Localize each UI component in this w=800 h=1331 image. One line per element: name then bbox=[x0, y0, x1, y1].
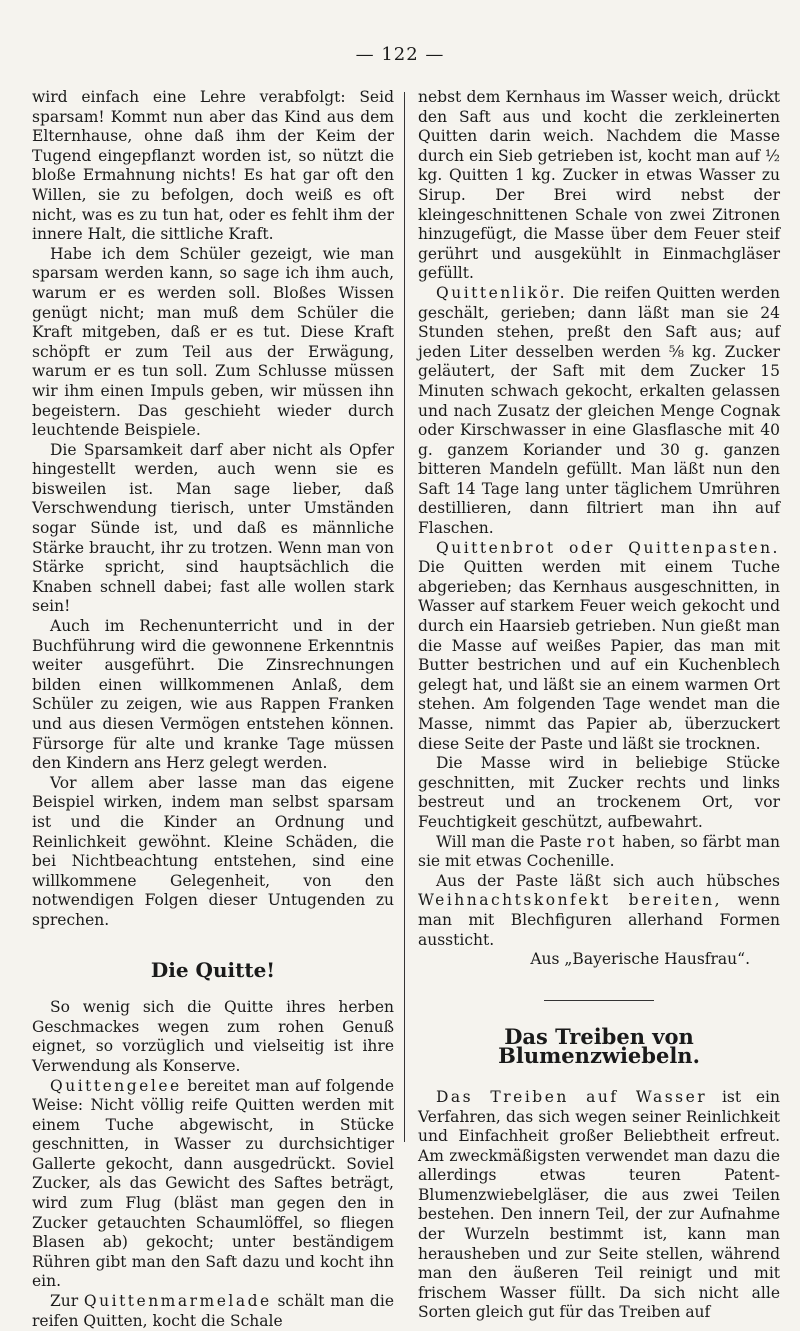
page-number: — 122 — bbox=[355, 44, 445, 65]
left-column bbox=[32, 88, 394, 1331]
paragraph: Die Sparsamkeit darf aber nicht als Opfer hingestellt werden, auch wenn sie es bisweilen ist. Man sage lieber, daß Verschwendung tierisch, unter Umständen sogar Sünde ist, und daß es männliche Stärke braucht, ihr zu trotzen. Wenn man von Stärke spricht, sind hauptsächlich die Knaben schnell dabei; fast alle wollen stark sein! bbox=[32, 440, 394, 616]
paragraph-text: ist ein Verfahren, das sich wegen seiner Reinlichkeit und Einfachheit großer Beliebtheit erfreut. Am zweckmäßigsten verwendet man dazu die allerdings etwas teuren Patent-Blumenzwiebelgläser, die aus zwei Teilen bestehen. Den innern Teil, der zur Aufnahme der Wurzeln bestimmt ist, kann man herausheben und zur Seite stellen, während man den äußeren Teil reinigt und mit frischem Wasser füllt. Da sich nicht alle Sorten gleich gut für das Treiben auf bbox=[418, 1087, 780, 1322]
paragraph bbox=[32, 1077, 394, 1293]
paragraph bbox=[418, 872, 780, 950]
recipe-term: rot bbox=[586, 832, 618, 851]
paragraph-text: Will man die Paste bbox=[436, 832, 587, 851]
paragraph: nebst dem Kernhaus im Wasser weich, drückt den Saft aus und kocht die zerkleinerten Quitten darin weich. Nachdem die Masse durch ein Sieb getrieben ist, kocht man auf ½ kg. Quitten 1 kg. Zucker in etwas Wasser zu Sirup. Der Brei wird nebst der kleingeschnittenen Schale von zwei Zitronen hinzugefügt, die Masse über dem Feuer steif gerührt und ausgekühlt in Einmachgläser gefüllt. bbox=[418, 88, 780, 283]
paragraph: So wenig sich die Quitte ihres herben Geschmackes wegen zum rohen Genuß eignet, so vorzüglich und vielseitig ist ihre Verwendung als Konserve. bbox=[32, 998, 394, 1075]
column-divider bbox=[404, 92, 405, 1142]
paragraph bbox=[418, 539, 780, 755]
paragraph-text: Die Quitten werden mit einem Tuche abgerieben; das Kernhaus ausgeschnitten, in Wasser auf starkem Feuer weich gekocht und durch ein Haarsieb getrieben. Nun gießt man die Masse auf weißes Papier, das man mit Butter bestrichen und auf ein Kuchenblech gelegt hat, und läßt sie an einem warmen Ort stehen. Am folgenden Tage wendet man die Masse, nimmt das Papier ab, überzuckert diese Seite der Paste und läßt sie trocknen. bbox=[418, 558, 780, 753]
section-heading-blumenzwiebeln: Das Treiben von Blumenzwiebeln. bbox=[498, 1023, 700, 1069]
paragraph bbox=[418, 833, 780, 872]
recipe-term: Quittenlikör. bbox=[436, 283, 568, 302]
paragraph: Auch im Rechenunterricht und in der Buchführung wird die gewonnene Erkenntnis weiter ausgeführt. Die Zinsrechnungen bilden einen willkommenen Anlaß, dem Schüler zu zeigen, wie aus Rappen Franken und aus diesen Vermögen entstehen können. Fürsorge für alte und kranke Tage müssen den Kindern ans Herz gelegt werden. bbox=[32, 617, 394, 773]
paragraph-text: schält man die reifen Quitten, kocht die Schale bbox=[32, 1292, 394, 1330]
recipe-term: Quittenbrot oder Quittenpasten. bbox=[436, 538, 780, 557]
paragraph: Die Masse wird in beliebige Stücke geschnitten, mit Zucker rechts und links bestreut und an trockenem Ort, vor Feuchtigkeit geschützt, aufbewahrt. bbox=[418, 754, 780, 831]
source-citation: Aus „Bayerische Hausfrau“. bbox=[530, 950, 750, 969]
paragraph-text: haben, so färbt man sie mit etwas Cochenille. bbox=[418, 832, 780, 871]
paragraph-text: bereitet man auf folgende Weise: Nicht völlig reife Quitten werden mit einem Tuche abgewischt, in Stücke geschnitten, in Wasser zu durchsichtiger Gallerte gekocht, dann ausgedrückt. Soviel Zucker, als das Gewicht des Saftes beträgt, wird zum Flug (bläst man gegen den in Zucker getauchten Schaumlöffel, so fliegen Blasen ab) gekocht; unter beständigem Rühren gibt man den Saft dazu und kocht ihn ein. bbox=[32, 1076, 394, 1291]
paragraph bbox=[418, 1088, 780, 1323]
recipe-term: Quittengelee bbox=[50, 1076, 182, 1095]
recipe-term: Das Treiben auf Wasser bbox=[436, 1087, 708, 1106]
paragraph-text: Aus der Paste läßt sich auch hübsches bbox=[436, 871, 780, 890]
paragraph: wird einfach eine Lehre verabfolgt: Seid sparsam! Kommt nun aber das Kind aus dem Elternhause, ohne daß ihm der Keim der Tugend eingepflanzt worden ist, so nützt die bloße Ermahnung nichts! Es hat gar oft den Willen, sie zu befolgen, doch weiß es oft nicht, was es zu tun hat, oder es fehlt ihm der innere Halt, die sittliche Kraft. bbox=[32, 88, 394, 244]
right-column bbox=[418, 88, 780, 1323]
paragraph: Habe ich dem Schüler gezeigt, wie man sparsam werden kann, so sage ich ihm auch, warum er es werden soll. Bloßes Wissen genügt nicht; man muß dem Schüler die Kraft mitgeben, daß er es tut. Diese Kraft schöpft er zum Teil aus der Erwägung, warum er es tun soll. Zum Schlusse müssen wir ihm einen Impuls geben, wir müssen ihn begeistern. Das geschieht wieder durch leuchtende Beispiele. bbox=[32, 244, 394, 440]
paragraph: Vor allem aber lasse man das eigene Beispiel wirken, indem man selbst sparsam ist und die Kinder an Ordnung und Reinlichkeit gewöhnt. Kleine Schäden, die bei Nichtbeachtung entstehen, sind eine willkommene Gelegenheit, von den notwendigen Folgen dieser Untugenden zu sprechen. bbox=[32, 773, 394, 929]
paragraph bbox=[32, 1292, 394, 1331]
recipe-term: Quittenmarmelade bbox=[83, 1292, 272, 1311]
paragraph bbox=[418, 284, 780, 539]
recipe-term: Weihnachtskonfekt bereiten, bbox=[418, 891, 723, 910]
section-heading-quitte: Die Quitte! bbox=[150, 957, 276, 982]
paragraph-text: Zur bbox=[50, 1292, 84, 1311]
paragraph-text: wenn man mit Blechfiguren allerhand Formen aussticht. bbox=[418, 891, 780, 949]
section-separator bbox=[544, 1000, 654, 1001]
paragraph-text: Die reifen Quitten werden geschält, gerieben; dann läßt man sie 24 Stunden stehen, preßt den Saft aus; auf jeden Liter desselben werden ⅝ kg. Zucker geläutert, der Saft mit dem Zucker 15 Minuten schwach gekocht, erkalten gelassen und nach Zusatz der gleichen Menge Cognak oder Kirschwasser in eine Glasflasche mit 40 g. ganzem Koriander und 30 g. ganzen bitteren Mandeln gefüllt. Man läßt nun den Saft 14 Tage lang unter täglichem Umrühren destillieren, dann filtriert man ihn auf Flaschen. bbox=[418, 283, 780, 538]
